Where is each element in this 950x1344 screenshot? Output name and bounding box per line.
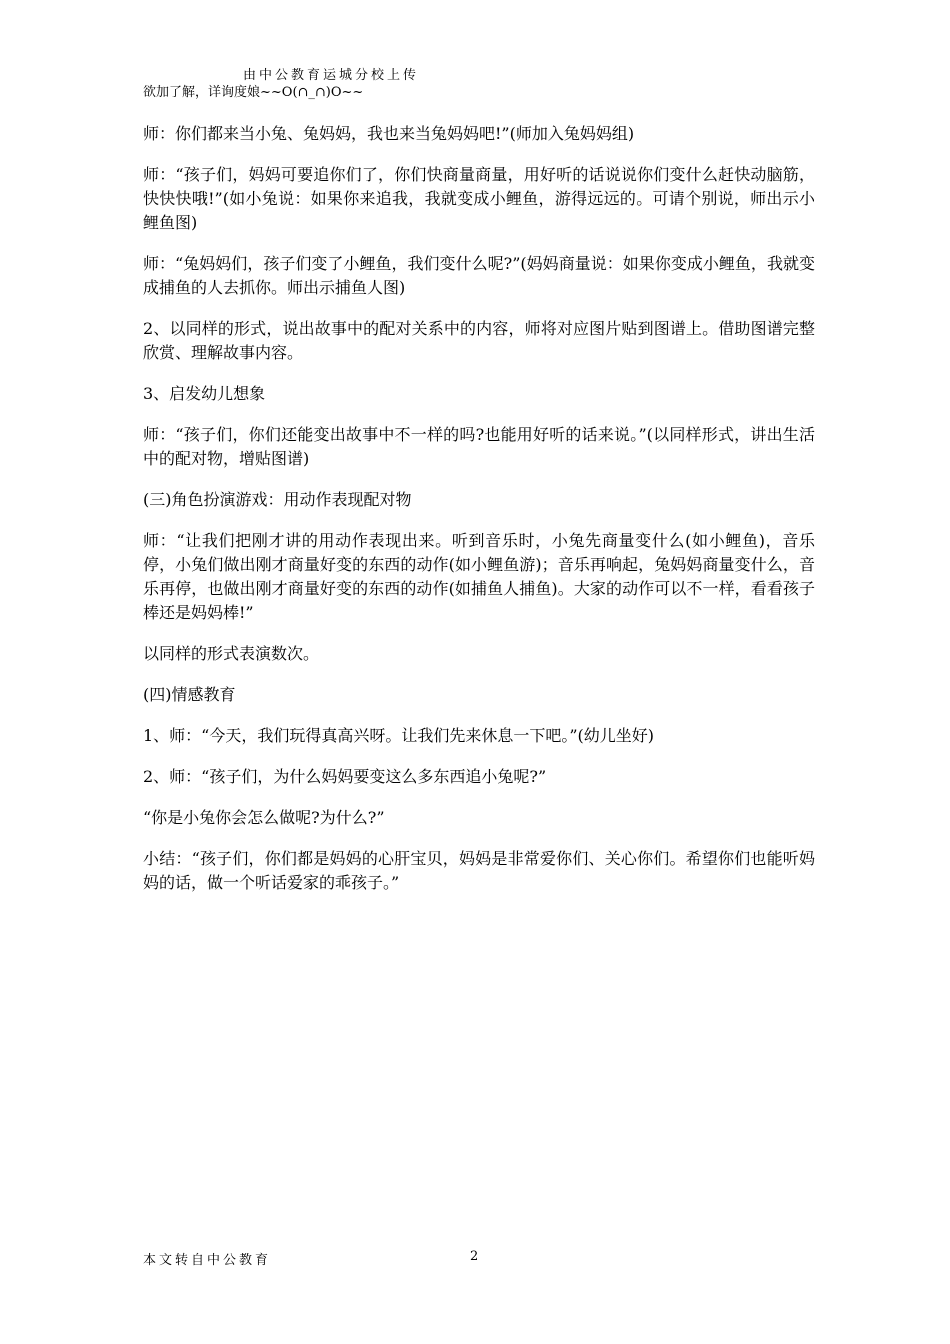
summary-paragraph: 小结：“孩子们，你们都是妈妈的心肝宝贝，妈妈是非常爱你们、关心你们。希望你们也能听妈妈的话，做一个听话爱家的乖孩子。”	[143, 849, 815, 892]
section-heading: (三)角色扮演游戏：用动作表现配对物	[143, 490, 412, 509]
upload-note: 由中公教育运城分校上传	[243, 68, 420, 83]
page-number: 2	[470, 1249, 479, 1264]
paragraph: 师：你们都来当小兔、兔妈妈，我也来当兔妈妈吧!”(师加入兔妈妈组)	[143, 124, 635, 143]
paragraph: 1、师：“今天，我们玩得真高兴呀。让我们先来休息一下吧。”(幼儿坐好)	[143, 726, 655, 745]
body-content	[143, 122, 815, 912]
paragraph: 师：“孩子们，你们还能变出故事中不一样的吗?也能用好听的话来说。”(以同样形式，讲出生活中的配对物，增贴图谱)	[143, 425, 815, 468]
section-heading: (四)情感教育	[143, 685, 236, 704]
paragraph: 2、师：“孩子们，为什么妈妈要变这么多东西追小兔呢?”	[143, 767, 547, 786]
paragraph: 2、以同样的形式，说出故事中的配对关系中的内容，师将对应图片贴到图谱上。借助图谱完整欣赏、理解故事内容。	[143, 319, 815, 362]
paragraph: 师：“孩子们，妈妈可要追你们了，你们快商量商量，用好听的话说说你们变什么赶快动脑筋，快快快哦!”(如小兔说：如果你来追我，我就变成小鲤鱼，游得远远的。可请个别说，师出示小鲤鱼图)	[143, 165, 815, 232]
paragraph: 以同样的形式表演数次。	[143, 644, 320, 663]
source-note: 本文转自中公教育	[143, 1253, 272, 1268]
paragraph: 师：“兔妈妈们，孩子们变了小鲤鱼，我们变什么呢?”(妈妈商量说：如果你变成小鲤鱼，我就变成捕鱼的人去抓你。师出示捕鱼人图)	[143, 254, 815, 297]
contact-note: 欲加了解，详询度娘~~O(∩_∩)O~~	[143, 85, 364, 100]
section-heading: 3、启发幼儿想象	[143, 384, 266, 403]
paragraph: “你是小兔你会怎么做呢?为什么?”	[143, 808, 385, 827]
paragraph: 师：“让我们把刚才讲的用动作表现出来。听到音乐时，小兔先商量变什么(如小鲤鱼)，音乐停，小兔们做出刚才商量好变的东西的动作(如小鲤鱼游)；音乐再响起，兔妈妈商量变什么，音乐再停，也做出刚才商量好变的东西的动作(如捕鱼人捕鱼)。大家的动作可以不一样，看看孩子棒还是妈妈棒!”	[143, 531, 815, 622]
